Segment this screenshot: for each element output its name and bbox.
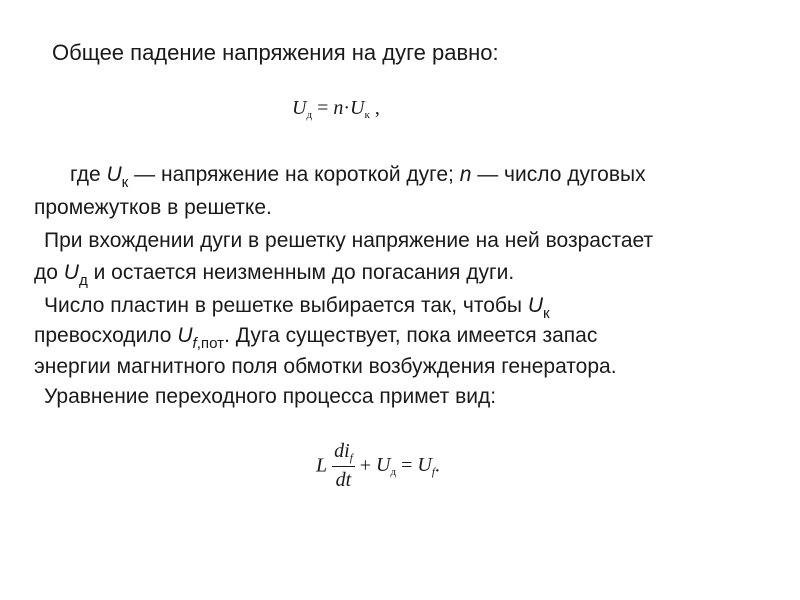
formula2-period: . [434, 454, 440, 477]
para2-line1: При вхождении дуги в решетку напряжение на ней возрастает [44, 229, 654, 252]
formula2-plus: + [359, 454, 372, 477]
para3-line2 [34, 325, 597, 351]
formula1-lhs-sub: д [306, 108, 313, 121]
formula2-u1-sub: д [390, 465, 397, 478]
para3-u2-var: U [177, 324, 193, 347]
formula2-numerator [332, 440, 355, 464]
para2-post: и остается неизменным до погасания дуги. [87, 261, 515, 284]
formula2-denominator: dt [335, 468, 352, 491]
para4: Уравнение переходного процесса примет вид: [44, 385, 497, 408]
para3-u1-sub: к [543, 305, 550, 323]
para1-text1: — напряжение на короткой дуге; [128, 163, 460, 186]
formula1-dot: · [343, 97, 351, 119]
para3-line1 [44, 295, 550, 321]
formula2-equals: = [401, 454, 413, 477]
para3-u2-sub-pot: ,пот [196, 335, 225, 353]
para2-u-sub: д [78, 272, 88, 290]
para1-text2: — число дуговых [471, 163, 646, 186]
formula2-u2-var: U [417, 454, 432, 476]
para2-line2 [34, 262, 514, 288]
para2-u-var: U [63, 261, 79, 284]
para3-line1-text: Число пластин в решетке выбирается так, чтобы [44, 294, 528, 317]
heading: Общее падение напряжения на дуге равно: [52, 40, 499, 65]
formula1-rhs-var: U [350, 97, 365, 119]
para1-n-var: n [459, 163, 472, 186]
formula2-fraction [332, 440, 355, 492]
formula1-comma: , [374, 97, 380, 119]
formula2-fraction-bar [332, 466, 355, 467]
formula-transient-equation [316, 440, 440, 492]
formula2-L: L [316, 454, 328, 477]
formula2-num-di: di [334, 440, 350, 462]
para1-line2: промежутков в решетке. [34, 196, 272, 219]
formula1-rhs-sub: к [364, 108, 370, 121]
formula1-lhs-var: U [292, 97, 307, 119]
formula2-u1-var: U [376, 454, 391, 476]
para3-line2-pre: превосходило [34, 324, 178, 347]
formula2-u2-sub: f [431, 465, 435, 478]
para3-u1-var: U [527, 294, 544, 317]
para1-where: где [70, 163, 101, 186]
para1-u-sub: к [121, 174, 129, 192]
para3-u2-sub-f: f [192, 335, 197, 353]
para1-line1 [70, 164, 646, 190]
para3-line3: энергии магнитного поля обмотки возбуждения генератора. [34, 355, 617, 378]
formula2-u1 [376, 454, 396, 476]
para2-pre: до [34, 261, 64, 284]
formula-voltage-drop [292, 97, 380, 121]
para3-u2-sub [192, 335, 224, 352]
formula2-u2 [417, 454, 435, 476]
para1-u-var: U [106, 163, 122, 186]
formula1-equals: = [317, 97, 329, 119]
para3-line2-post: . Дуга существует, пока имеется запас [224, 324, 598, 347]
formula2-num-sub: f [349, 451, 353, 464]
formula1-n: n [333, 97, 344, 119]
